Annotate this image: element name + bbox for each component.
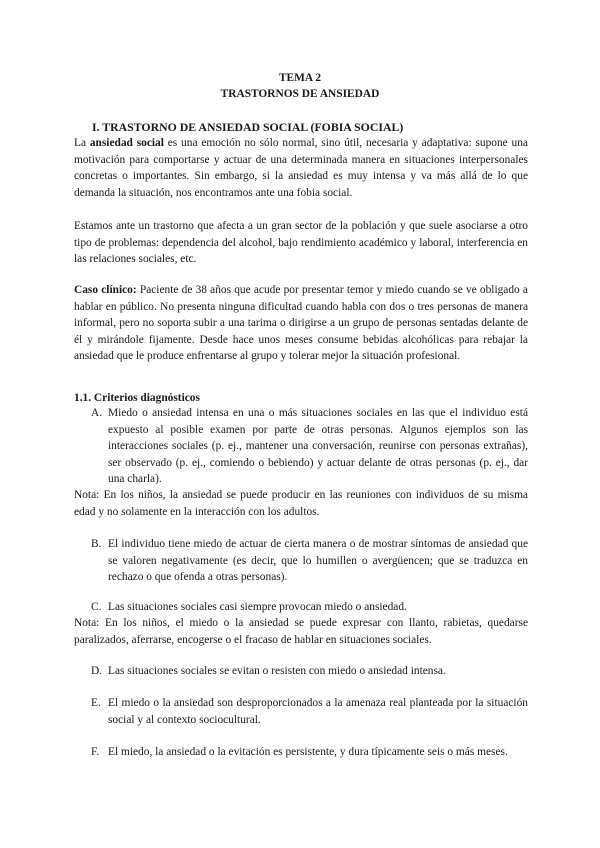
criterion-b — [91, 536, 528, 586]
criterion-e — [91, 695, 528, 728]
criterion-e-label: E. — [91, 697, 101, 709]
criterion-f-text: El miedo, la ansiedad o la evitación es persistente, y dura típicamente seis o más meses. — [108, 746, 508, 758]
criterion-f — [91, 744, 528, 761]
criterion-a-text: Miedo o ansiedad intensa en una o más situaciones sociales en las que el individuo está expuesto al posible examen por parte de otras personas. Algunos ejemplos son las interacciones sociales (p. ej., mantener una conversación, reunirse con personas extrañas), ser observado (p. ej., comiendo o bebiendo) y actuar delante de otras personas (p. ej., dar una charla). — [108, 407, 528, 486]
intro-rest: es una emoción no sólo normal, sino útil, necesaria y adaptativa: supone una motivación para comportarse y actuar de una determinada manera en situaciones interpersonales concretas o importantes. Sin embargo, si la ansiedad es muy intensa y va más allá de lo que demanda la situación, nos encontramos ante una fobia social. — [74, 137, 528, 199]
criterion-f-label: F. — [91, 746, 100, 758]
intro-bold-term: ansiedad social — [89, 137, 164, 149]
note-1: Nota: En los niños, la ansiedad se puede producir en las reuniones con individuos de su misma edad y no solamente en la interacción con los adultos. — [74, 489, 528, 518]
document-title: TEMA 2 — [278, 72, 322, 84]
section-heading: I. TRASTORNO DE ANSIEDAD SOCIAL (FOBIA SOCIAL) — [92, 120, 404, 134]
criterion-c-label: C. — [91, 601, 102, 613]
criteria-heading: 1.1. Criterios diagnósticos — [74, 392, 200, 404]
criterion-d — [91, 663, 528, 680]
criterion-d-label: D. — [91, 665, 103, 677]
clinical-case-text: Paciente de 38 años que acude por presentar temor y miedo cuando se ve obligado a hablar en público. No presenta ninguna dificultad cuando habla con dos o tres personas de manera informal, pero no soporta subir a una tarima o dirigirse a un grupo de personas sentadas delante de él y mirándole fijamente. Desde hace unos meses consume bebidas alcohólicas para rebajar la ansiedad que le produce enfrentarse al grupo y tolerar mejor la situación profesional. — [74, 284, 528, 363]
criterion-a — [91, 405, 528, 488]
criterion-b-text: El individuo tiene miedo de actuar de cierta manera o de mostrar síntomas de ansiedad que se valoren negativamente (es decir, que lo humillen o avergüencen; que se traduzca en rechazo o que ofenda a otras personas). — [108, 538, 528, 584]
criterion-e-text: El miedo o la ansiedad son desproporcionados a la amenaza real planteada por la situación social y al contexto sociocultural. — [108, 697, 528, 726]
clinical-case-paragraph — [74, 282, 528, 365]
intro-paragraph — [74, 135, 528, 201]
clinical-case-label: Caso clínico: — [74, 284, 137, 296]
criterion-d-text: Las situaciones sociales se evitan o resisten con miedo o ansiedad intensa. — [108, 665, 446, 677]
criterion-b-label: B. — [91, 538, 102, 550]
intro-prefix: La — [74, 137, 90, 149]
criterion-c — [91, 599, 528, 616]
criterion-a-label: A. — [91, 407, 103, 419]
document-subtitle: TRASTORNOS DE ANSIEDAD — [220, 88, 380, 100]
criterion-c-text: Las situaciones sociales casi siempre provocan miedo o ansiedad. — [108, 601, 407, 613]
context-paragraph: Estamos ante un trastorno que afecta a un gran sector de la población y que suele asociarse a otro tipo de problemas: dependencia del alcohol, bajo rendimiento académico y laboral, interferencia en las relaciones sociales, etc. — [74, 220, 528, 266]
note-2: Nota: En los niños, el miedo o la ansiedad se puede expresar con llanto, rabietas, quedarse paralizados, aferrarse, encogerse o el fracaso de hablar en situaciones sociales. — [74, 617, 528, 646]
